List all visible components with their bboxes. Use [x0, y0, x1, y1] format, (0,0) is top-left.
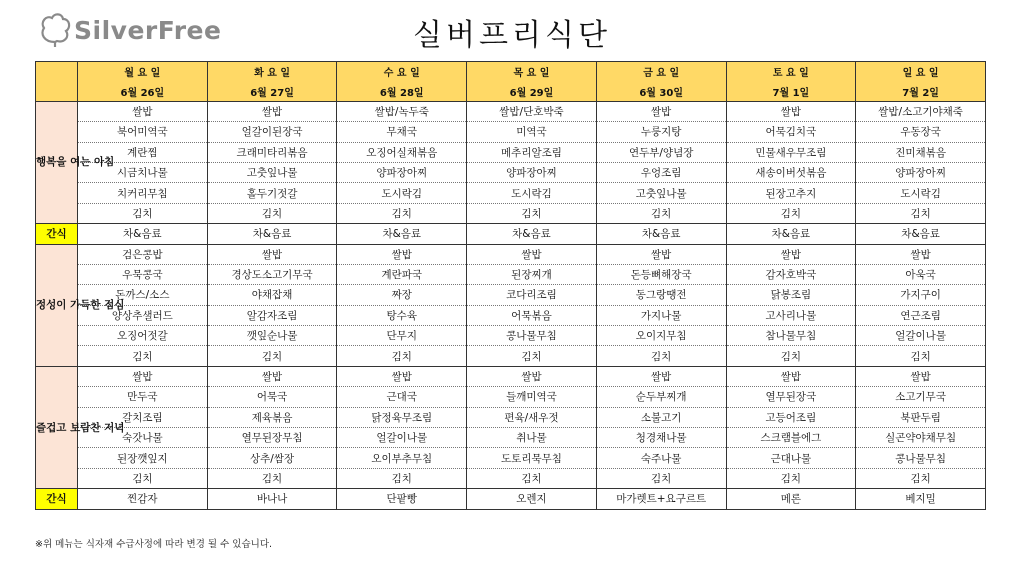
menu-cell: 어묵국	[207, 387, 337, 407]
lunch-label: 정성이 가득한 점심	[36, 244, 78, 366]
menu-cell: 도토리묵무침	[467, 448, 597, 468]
menu-cell: 양파장아찌	[856, 162, 986, 182]
menu-row	[36, 244, 986, 264]
menu-cell: 고등어조림	[726, 407, 856, 427]
snack-cell: 베지밀	[856, 489, 986, 509]
menu-cell: 돈등뼈해장국	[596, 264, 726, 284]
day-header: 토 요 일	[726, 62, 856, 82]
menu-cell: 새송이버섯볶음	[726, 162, 856, 182]
menu-cell: 양파장아찌	[467, 162, 597, 182]
menu-cell: 근대국	[337, 387, 467, 407]
menu-cell: 고춧잎나물	[207, 162, 337, 182]
menu-cell: 양상추샐러드	[78, 305, 208, 325]
menu-cell: 홀두기젓갈	[207, 183, 337, 203]
menu-cell: 아욱국	[856, 264, 986, 284]
menu-cell: 쌀밥	[207, 244, 337, 264]
date-header: 6월 26일	[78, 81, 208, 101]
menu-cell: 고춧잎나물	[596, 183, 726, 203]
menu-row	[36, 387, 986, 407]
menu-cell: 어묵볶음	[467, 305, 597, 325]
dinner-label: 즐겁고 보람찬 저녁	[36, 366, 78, 488]
menu-cell: 무채국	[337, 122, 467, 142]
menu-cell: 김치	[726, 346, 856, 366]
snack-label: 간식	[36, 489, 78, 509]
menu-cell: 김치	[596, 346, 726, 366]
menu-cell: 김치	[337, 203, 467, 223]
menu-cell: 김치	[207, 203, 337, 223]
menu-cell: 오이부추무침	[337, 448, 467, 468]
menu-cell: 쌀밥	[337, 244, 467, 264]
menu-cell: 된장고추지	[726, 183, 856, 203]
day-header: 수 요 일	[337, 62, 467, 82]
menu-cell: 열무된장국	[726, 387, 856, 407]
menu-cell: 북판두림	[856, 407, 986, 427]
menu-cell: 연두부/양념장	[596, 142, 726, 162]
menu-cell: 쌀밥	[726, 101, 856, 121]
menu-cell: 쌀밥	[207, 366, 337, 386]
menu-cell: 김치	[726, 468, 856, 488]
menu-cell: 김치	[467, 468, 597, 488]
menu-cell: 취나물	[467, 428, 597, 448]
corner-cell	[36, 62, 78, 102]
menu-cell: 고사리나물	[726, 305, 856, 325]
menu-row	[36, 366, 986, 386]
menu-cell: 순두부찌개	[596, 387, 726, 407]
menu-cell: 열무된장무침	[207, 428, 337, 448]
menu-cell: 깻잎순나물	[207, 326, 337, 346]
menu-cell: 검은콩밥	[78, 244, 208, 264]
menu-cell: 계란찜	[78, 142, 208, 162]
day-header: 일 요 일	[856, 62, 986, 82]
menu-row	[36, 122, 986, 142]
menu-cell: 연근조림	[856, 305, 986, 325]
menu-cell: 김치	[78, 203, 208, 223]
menu-cell: 쌀밥	[726, 366, 856, 386]
menu-cell: 우엉조림	[596, 162, 726, 182]
menu-row	[36, 203, 986, 223]
snack-cell: 마가렛트+요구르트	[596, 489, 726, 509]
menu-cell: 계란파국	[337, 264, 467, 284]
menu-cell: 오징어실채볶음	[337, 142, 467, 162]
snack-label: 간식	[36, 224, 78, 244]
menu-cell: 근대나물	[726, 448, 856, 468]
menu-row	[36, 264, 986, 284]
menu-cell: 김치	[337, 468, 467, 488]
menu-row	[36, 428, 986, 448]
menu-cell: 가지나물	[596, 305, 726, 325]
menu-cell: 단무지	[337, 326, 467, 346]
menu-cell: 북어미역국	[78, 122, 208, 142]
menu-cell: 스크램블에그	[726, 428, 856, 448]
menu-cell: 숙주나물	[596, 448, 726, 468]
date-header: 6월 28일	[337, 81, 467, 101]
menu-cell: 김치	[467, 346, 597, 366]
menu-cell: 얼갈이나물	[337, 428, 467, 448]
menu-cell: 우동장국	[856, 122, 986, 142]
menu-row	[36, 326, 986, 346]
menu-cell: 김치	[856, 468, 986, 488]
header-row-dates	[36, 81, 986, 101]
menu-row	[36, 407, 986, 427]
day-header: 월 요 일	[78, 62, 208, 82]
menu-cell: 짜장	[337, 285, 467, 305]
menu-cell: 쌀밥	[467, 244, 597, 264]
brand-name: SilverFree	[74, 15, 222, 45]
menu-cell: 돈까스/소스	[78, 285, 208, 305]
menu-row	[36, 448, 986, 468]
menu-cell: 쌀밥	[726, 244, 856, 264]
menu-row	[36, 346, 986, 366]
snack-cell: 차&음료	[856, 224, 986, 244]
snack-cell: 차&음료	[207, 224, 337, 244]
snack-cell: 오렌지	[467, 489, 597, 509]
menu-cell: 숙갓나물	[78, 428, 208, 448]
date-header: 7월 1일	[726, 81, 856, 101]
menu-cell: 우묵콩국	[78, 264, 208, 284]
date-header: 7월 2일	[856, 81, 986, 101]
menu-cell: 제육볶음	[207, 407, 337, 427]
menu-cell: 양파장아찌	[337, 162, 467, 182]
menu-cell: 얼갈이된장국	[207, 122, 337, 142]
menu-row	[36, 101, 986, 121]
menu-cell: 도시락김	[337, 183, 467, 203]
menu-cell: 진미채볶음	[856, 142, 986, 162]
menu-cell: 소고기무국	[856, 387, 986, 407]
menu-cell: 치커리무침	[78, 183, 208, 203]
menu-cell: 민물새우무조림	[726, 142, 856, 162]
snack-cell: 바나나	[207, 489, 337, 509]
menu-cell: 김치	[596, 203, 726, 223]
menu-cell: 청경채나물	[596, 428, 726, 448]
menu-cell: 콩나물무침	[467, 326, 597, 346]
header-row-days	[36, 62, 986, 82]
menu-row	[36, 142, 986, 162]
breakfast-label: 행복을 여는 아침	[36, 101, 78, 223]
menu-cell: 김치	[856, 203, 986, 223]
menu-cell: 김치	[596, 468, 726, 488]
day-header: 화 요 일	[207, 62, 337, 82]
menu-cell: 동그랑땡전	[596, 285, 726, 305]
menu-cell: 상추/쌈장	[207, 448, 337, 468]
menu-cell: 김치	[207, 346, 337, 366]
menu-cell: 갈치조림	[78, 407, 208, 427]
menu-cell: 쌀밥	[337, 366, 467, 386]
menu-cell: 콩나물무침	[856, 448, 986, 468]
menu-row	[36, 162, 986, 182]
snack-cell: 차&음료	[467, 224, 597, 244]
menu-cell: 쌀밥	[207, 101, 337, 121]
menu-row	[36, 468, 986, 488]
menu-cell: 김치	[78, 468, 208, 488]
menu-cell: 쌀밥	[596, 366, 726, 386]
snack-cell: 단팥빵	[337, 489, 467, 509]
menu-cell: 김치	[467, 203, 597, 223]
date-header: 6월 30일	[596, 81, 726, 101]
menu-cell: 된장깻잎지	[78, 448, 208, 468]
menu-cell: 쌀밥	[596, 101, 726, 121]
menu-cell: 김치	[207, 468, 337, 488]
menu-cell: 누룽지탕	[596, 122, 726, 142]
menu-cell: 만두국	[78, 387, 208, 407]
date-header: 6월 27일	[207, 81, 337, 101]
menu-cell: 감자호박국	[726, 264, 856, 284]
page-title: 실버프리식단	[413, 18, 611, 53]
snack-cell: 찐감자	[78, 489, 208, 509]
menu-cell: 가지구이	[856, 285, 986, 305]
menu-cell: 미역국	[467, 122, 597, 142]
meal-table	[35, 61, 986, 510]
snack-row	[36, 224, 986, 244]
menu-cell: 오징어젓갈	[78, 326, 208, 346]
menu-cell: 쌀밥	[596, 244, 726, 264]
snack-row	[36, 489, 986, 509]
menu-cell: 탕수육	[337, 305, 467, 325]
menu-cell: 쌀밥/소고기야채죽	[856, 101, 986, 121]
menu-cell: 된장찌개	[467, 264, 597, 284]
menu-cell: 쌀밥/녹두죽	[337, 101, 467, 121]
menu-cell: 크래미타리볶음	[207, 142, 337, 162]
menu-cell: 쌀밥	[856, 366, 986, 386]
menu-cell: 코다리조림	[467, 285, 597, 305]
menu-cell: 편육/새우젓	[467, 407, 597, 427]
menu-cell: 참나물무침	[726, 326, 856, 346]
menu-cell: 쌀밥/단호박죽	[467, 101, 597, 121]
menu-cell: 쌀밥	[856, 244, 986, 264]
snack-cell: 차&음료	[726, 224, 856, 244]
date-header: 6월 29일	[467, 81, 597, 101]
menu-cell: 김치	[856, 346, 986, 366]
day-header: 목 요 일	[467, 62, 597, 82]
snack-cell: 차&음료	[337, 224, 467, 244]
menu-row	[36, 305, 986, 325]
menu-cell: 김치	[337, 346, 467, 366]
menu-cell: 경상도소고기무국	[207, 264, 337, 284]
menu-cell: 얼갈이나물	[856, 326, 986, 346]
footnote: ※위 메뉴는 식자재 수급사정에 따라 변경 될 수 있습니다.	[35, 539, 273, 550]
menu-cell: 쌀밥	[78, 101, 208, 121]
menu-cell: 시금치나물	[78, 162, 208, 182]
menu-cell: 소불고기	[596, 407, 726, 427]
menu-row	[36, 285, 986, 305]
menu-cell: 어묵김치국	[726, 122, 856, 142]
menu-cell: 닭정육무조림	[337, 407, 467, 427]
menu-cell: 오이지무침	[596, 326, 726, 346]
day-header: 금 요 일	[596, 62, 726, 82]
menu-cell: 실곤약야채무침	[856, 428, 986, 448]
menu-row	[36, 183, 986, 203]
menu-cell: 쌀밥	[467, 366, 597, 386]
menu-cell: 야채잡채	[207, 285, 337, 305]
snack-cell: 차&음료	[78, 224, 208, 244]
menu-cell: 닭봉조림	[726, 285, 856, 305]
snack-cell: 차&음료	[596, 224, 726, 244]
menu-cell: 메추리알조림	[467, 142, 597, 162]
menu-cell: 도시락김	[467, 183, 597, 203]
menu-cell: 쌀밥	[78, 366, 208, 386]
menu-cell: 도시락김	[856, 183, 986, 203]
snack-cell: 메론	[726, 489, 856, 509]
menu-cell: 알감자조림	[207, 305, 337, 325]
menu-cell: 김치	[726, 203, 856, 223]
menu-cell: 김치	[78, 346, 208, 366]
menu-cell: 들깨미역국	[467, 387, 597, 407]
